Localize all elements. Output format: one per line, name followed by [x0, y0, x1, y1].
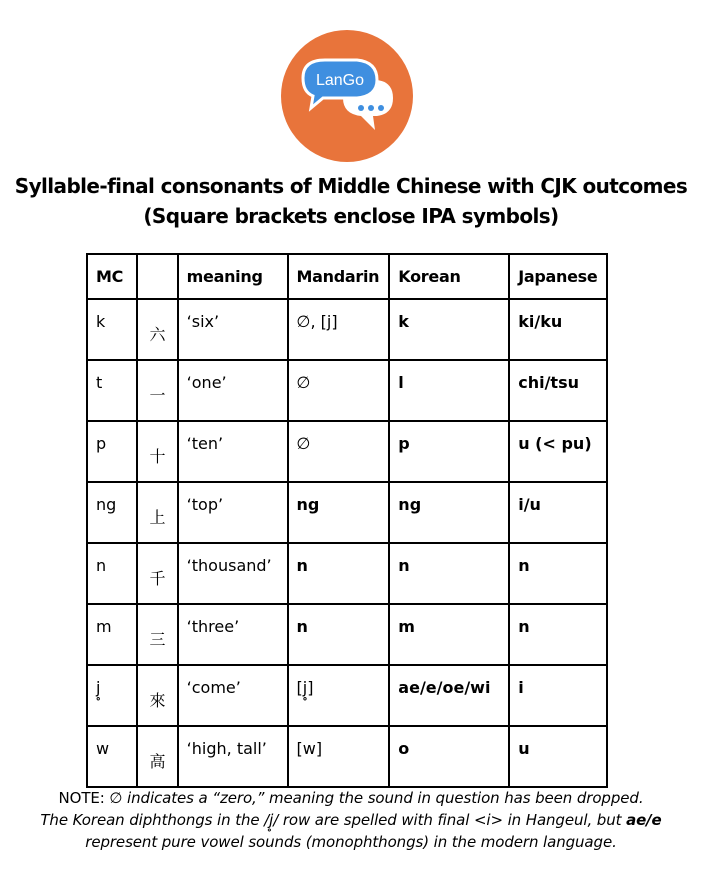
table-row	[87, 421, 607, 482]
note-label: NOTE:	[58, 789, 110, 807]
character-cell: 千	[137, 543, 177, 604]
meaning-cell: ‘top’	[178, 482, 288, 543]
mandarin-cell: ∅, [j]	[288, 299, 390, 360]
table-row	[87, 360, 607, 421]
mc-cell: w	[87, 726, 137, 787]
meaning-cell: ‘three’	[178, 604, 288, 665]
mc-cell: t	[87, 360, 137, 421]
page-title: Syllable-final consonants of Middle Chinese with CJK outcomes	[14, 174, 688, 198]
dot-icon	[358, 105, 364, 111]
korean-cell: m	[389, 604, 509, 665]
korean-cell: p	[389, 421, 509, 482]
consonants-table	[86, 253, 608, 788]
japanese-cell: n	[509, 543, 607, 604]
header-korean: Korean	[389, 254, 509, 299]
mandarin-cell: ng	[288, 482, 390, 543]
table-row	[87, 543, 607, 604]
japanese-cell: i/u	[509, 482, 607, 543]
table-row	[87, 299, 607, 360]
dot-icon	[378, 105, 384, 111]
dot-icon	[368, 105, 374, 111]
mandarin-cell: ∅	[288, 421, 390, 482]
japanese-cell: i	[509, 665, 607, 726]
character-cell: 上	[137, 482, 177, 543]
korean-cell: ae/e/oe/wi	[389, 665, 509, 726]
mandarin-cell: n	[288, 604, 390, 665]
note-line-2	[0, 809, 702, 831]
meaning-cell: ‘six’	[178, 299, 288, 360]
mandarin-cell: n	[288, 543, 390, 604]
table-row	[87, 604, 607, 665]
note-text: The Korean diphthongs in the /j̥/ row are spelled with final <i> in Hangeul, but	[40, 811, 627, 829]
mc-cell: k	[87, 299, 137, 360]
meaning-cell: ‘thousand’	[178, 543, 288, 604]
character-cell: 三	[137, 604, 177, 665]
japanese-cell: u	[509, 726, 607, 787]
character-cell: 來	[137, 665, 177, 726]
table-header-row	[87, 254, 607, 299]
korean-cell: n	[389, 543, 509, 604]
meaning-cell: ‘high, tall’	[178, 726, 288, 787]
japanese-cell: n	[509, 604, 607, 665]
korean-cell: o	[389, 726, 509, 787]
lango-logo	[281, 30, 413, 162]
mandarin-cell: ∅	[288, 360, 390, 421]
note-line-3: represent pure vowel sounds (monophthongs) in the modern language.	[85, 833, 617, 851]
header-meaning: meaning	[178, 254, 288, 299]
header-japanese: Japanese	[509, 254, 607, 299]
japanese-cell: u (< pu)	[509, 421, 607, 482]
character-cell: 高	[137, 726, 177, 787]
meaning-cell: ‘come’	[178, 665, 288, 726]
table-row	[87, 726, 607, 787]
korean-cell: ng	[389, 482, 509, 543]
table-row	[87, 665, 607, 726]
note-emphasis: ae/e	[626, 811, 662, 829]
character-cell: 十	[137, 421, 177, 482]
character-cell: 六	[137, 299, 177, 360]
table-row	[87, 482, 607, 543]
mandarin-cell: [j̥]	[288, 665, 390, 726]
logo-text: LanGo	[315, 72, 365, 89]
japanese-cell: chi/tsu	[509, 360, 607, 421]
mc-cell: m	[87, 604, 137, 665]
mc-cell: n	[87, 543, 137, 604]
header-character	[137, 254, 177, 299]
zero-symbol: ∅	[109, 789, 123, 807]
mc-cell: ng	[87, 482, 137, 543]
character-cell: 一	[137, 360, 177, 421]
page-subtitle: (Square brackets enclose IPA symbols)	[143, 204, 559, 228]
note-line-1	[0, 787, 702, 809]
mandarin-cell: [w]	[288, 726, 390, 787]
mc-cell: j̥	[87, 665, 137, 726]
korean-cell: l	[389, 360, 509, 421]
meaning-cell: ‘ten’	[178, 421, 288, 482]
meaning-cell: ‘one’	[178, 360, 288, 421]
header-mandarin: Mandarin	[288, 254, 390, 299]
japanese-cell: ki/ku	[509, 299, 607, 360]
mc-cell: p	[87, 421, 137, 482]
korean-cell: k	[389, 299, 509, 360]
note-text: indicates a “zero,” meaning the sound in question has been dropped.	[122, 789, 644, 807]
header-mc: MC	[87, 254, 137, 299]
